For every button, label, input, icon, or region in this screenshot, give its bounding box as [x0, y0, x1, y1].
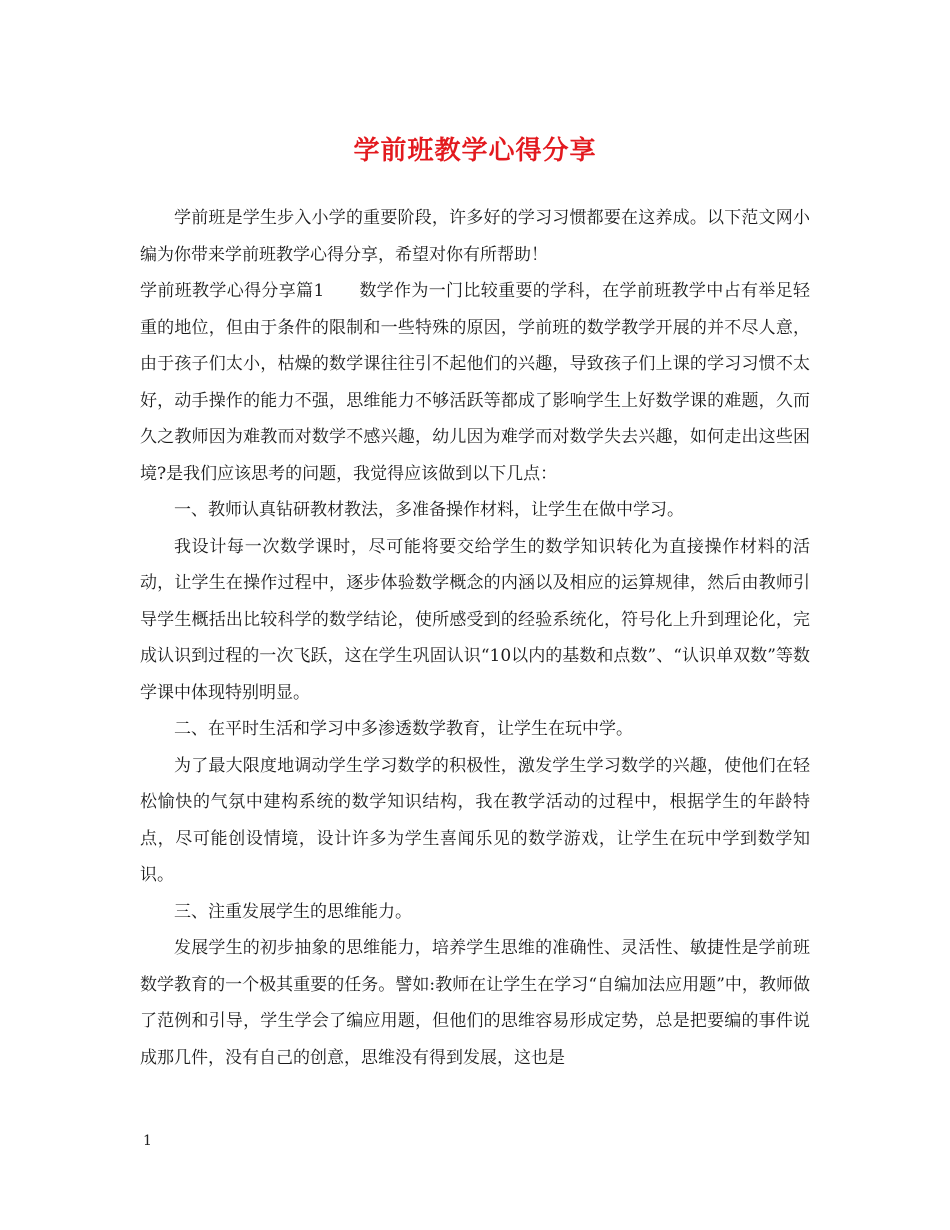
heading-point-3: 三、注重发展学生的思维能力。 [174, 901, 412, 922]
heading-point-1: 一、教师认真钻研教材教法，多准备操作材料，让学生在做中学习。 [174, 500, 684, 520]
page-number: 1 [143, 1133, 152, 1149]
heading-point-2: 二、在平时生活和学习中多渗透数学教育，让学生在玩中学。 [174, 719, 633, 739]
paragraph-point-2: 为了最大限度地调动学生学习数学的积极性，激发学生学习数学的兴趣，使他们在轻松愉快的气氛中建构系统的数学知识结构，我在教学活动的过程中，根据学生的年龄特点，尽可能创设情境，设计许多为学生喜闻乐见的数学游戏，让学生在玩中学到数学知识。 [140, 755, 810, 885]
document-body [140, 200, 810, 1076]
paragraph-intro: 学前班是学生步入小学的重要阶段，许多好的学习习惯都要在这养成。以下范文网小编为你带来学前班教学心得分享，希望对你有所帮助！ [140, 208, 810, 265]
document-title: 学前班教学心得分享 [353, 136, 597, 166]
paragraph-point-3: 发展学生的初步抽象的思维能力，培养学生思维的准确性、灵活性、敏捷性是学前班数学教育的一个极其重要的任务。譬如:教师在让学生在学习“自编加法应用题”中，教师做了范例和引导，学生学会了编应用题，但他们的思维容易形成定势，总是把要编的事件说成那几件，没有自己的创意，思维没有得到发展，这也是 [140, 938, 810, 1068]
paragraph-section-1-intro: 学前班教学心得分享篇1 数学作为一门比较重要的学科，在学前班教学中占有举足轻重的地位，但由于条件的限制和一些特殊的原因，学前班的数学教学开展的并不尽人意，由于孩子们太小，枯燥的数学课往往引不起他们的兴趣，导致孩子们上课的学习习惯不太好，动手操作的能力不强，思维能力不够活跃等都成了影响学生上好数学课的难题，久而久之教师因为难教而对数学不感兴趣，幼儿因为难学而对数学失去兴趣，如何走出这些困境?是我们应该思考的问题，我觉得应该做到以下几点： [140, 281, 810, 484]
paragraph-point-1: 我设计每一次数学课时，尽可能将要交给学生的数学知识转化为直接操作材料的活动，让学生在操作过程中，逐步体验数学概念的内涵以及相应的运算规律，然后由教师引导学生概括出比较科学的数学结论，使所感受到的经验系统化，符号化上升到理论化，完成认识到过程的一次飞跃，这在学生巩固认识“10以内的基数和点数”、“认识单双数”等数学课中体现特别明显。 [140, 536, 810, 703]
